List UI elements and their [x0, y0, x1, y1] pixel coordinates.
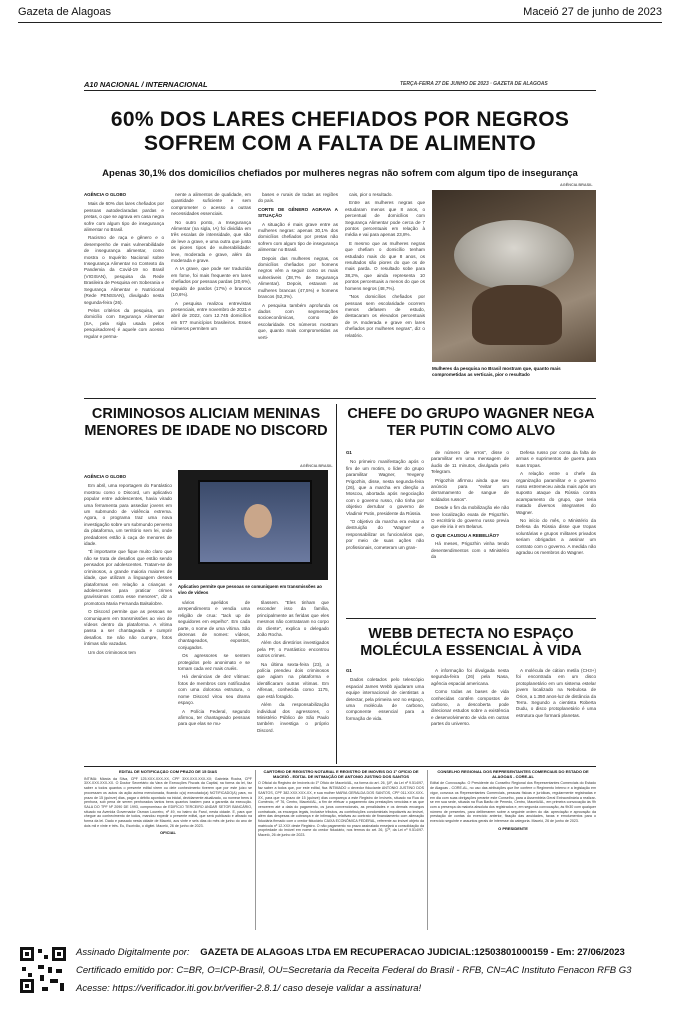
- story2-byline: AGÊNCIA O GLOBO: [84, 474, 127, 479]
- paragraph: Entre as mulheres negras que estudaram menos que 8 anos, o percentual de domicílios com Segurança Alimentar pode cerca de 7 pontos percentuais em relação à média e vai para apenas 23,8%.: [345, 200, 425, 238]
- paragraph: "Nos domicílios chefiados por pessoas sem escolaridade ocorrem menos defasem de estudo, destacaram os elevados percentuais de IA moderada e grave em lares chefiados por mulheres negras", diz o relatório.: [345, 294, 425, 338]
- paragraph: E mesmo que as mulheres negras que chefiam o domicílio tenham estudado mais do que 8 anos, os resultados são piores do que os de mais parda. O resultado sobe para 38,2%, que ainda representa 10 pontos percentuais a menos do que os homens negros (48,7%).: [345, 240, 425, 291]
- notice-text: Edital de Convocação. O Presidente do Conselho Regional dos Representantes Comerciais do Estado de Alagoas - CORE-AL, no uso das atribuições que lhe confere o Regimento Interno e a legislação em vigor, convoca os Representantes Comerciais, pessoas físicas e jurídicas, regularmente registradas e em dia com suas obrigações perante este Conselho, para a Assembleia Geral Extraordinária a realizar-se em sua sede, situada na Rua Barão de Penedo, Centro, Maceió/AL, em primeira convocação às 9h com a presença da maioria absoluta dos registrados e, em segunda convocação, às 9h30 com qualquer número de presentes, para deliberarem sobre a seguinte ordem do dia: apreciação e aprovação da prestação de contas do exercício anterior, fixação das anuidades, taxas e emolumentos para o exercício seguinte e assuntos gerais de interesse da categoria. Maceió, 26 de junho de 2023.: [430, 781, 596, 824]
- signature-label: Assinado Digitalmente por:: [76, 947, 190, 958]
- subheading: O QUE CAUSOU A REBELIÃO?: [431, 532, 500, 538]
- paragraph: No outro ponto, a Insegurança Alimentar (na sigla, IA) foi dividida em três escalas de intensidade, que são de leve a grave, e uma outra que junta os piores tipos de vulnerabilidade: leve, moderada e grave, além da moderada e grave.: [171, 219, 251, 264]
- main-col-2: [171, 192, 251, 335]
- story2-col-2: [178, 600, 250, 730]
- paragraph: Mais de 60% dos lares chefiados por pessoas autodeclaradas pardas e pretas, o que se agrava em casa negra sofre com algum tipo de insegurança alimentar no Brasil.: [84, 201, 164, 233]
- paragraph: Racismo de raça e gênero e o desempenho de mais vulnerabilidade de insegurança alimentar, como mostra o Inquérito Nacional sobre Insegurança Alimentar no Contexto da Pandemia da Covid-19 no Brasil (VIGISAN), pesquisa da Rede Brasileira de Pesquisa em Soberania e Segurança Alimentar e Nutricional (Rede PENSSAN), divulgado nesta segunda-feira (26).: [84, 235, 164, 305]
- main-headline: 60% DOS LARES CHEFIADOS POR NEGROS SOFREM COM A FALTA DE ALIMENTO: [110, 108, 570, 155]
- notice-title: CONSELHO REGIONAL DOS REPRESENTANTES COMERCIAIS DO ESTADO DE ALAGOAS - CORE-AL: [437, 770, 589, 779]
- story4-col-2: [431, 668, 509, 730]
- paragraph: A IA grave, que pode ser traduzida em fome, foi mais frequente em lares chefiados por pessoas pardas (20,6%), seguido de pardos (17%) e brancos (10,6%).: [171, 266, 251, 298]
- paragraph: Defesa russo por conta da falta de armas e suprimentos de guerra para suas tropas.: [516, 450, 596, 468]
- paragraph: Prigozhin afirmou ainda que seu anúncio para "evitar um derramamento de sangue de soldados russos".: [431, 477, 509, 502]
- story2-photo-caption: Aplicativo permite que pessoas se comuniquem em transmissões ao vivo de vídeos: [178, 584, 322, 595]
- story4-col-1: [346, 668, 424, 724]
- story3-col-1: [346, 450, 424, 553]
- paragraph: A relação entre o chefe da organização paramilitar e o governo russo estremeceu ainda mais após um suposto ataque da Rússia contra acampamento do grupo, que teria matado diversos integrantes do Wagner.: [516, 471, 596, 515]
- legal-notice-left: [84, 770, 256, 930]
- section-divider: [84, 90, 596, 91]
- paragraph: No primeiro manifestação após o fim de um motim, o líder do grupo paramilitar Wagner, Yevgeny Prigozhin, disse, nesta segunda-feira (26), que a marcha em direção a Moscou, abortada após negociação com o governo russo, não tinha por objetivo derrubar o governo de Vladimir Putin, presidente da Rússia.: [346, 459, 424, 516]
- main-col-1: [84, 192, 164, 342]
- main-col-4: [345, 192, 425, 341]
- paragraph: Há denúncias de dez vítimas: fotos de membros com notificadas com uma dolorosa estrutura, o nome Discord virou seu drama espaço.: [178, 674, 250, 706]
- paragraph: cais, pior o resultado.: [349, 192, 393, 197]
- main-subtitle: Apenas 30,1% dos domicílios chefiados por mulheres negras não sofrem com algum tipo de insegurança: [102, 168, 578, 179]
- paragraph: Além dos diretórios investigados pela PF, o Fantástico encontrou outros crimes.: [257, 640, 329, 659]
- story2-photo-credit: AGÊNCIA BRASIL: [300, 464, 333, 468]
- verify-link[interactable]: Acesse: https://verificador.iti.gov.br/verifier-2.8.1/ caso deseje validar a assinatura!: [76, 983, 422, 994]
- top-divider: [18, 22, 662, 23]
- legal-notice-right: [430, 770, 596, 930]
- paragraph: Além da responsabilização individual dos agressores, o Ministério Público de São Paulo também investiga o próprio Discord.: [257, 702, 329, 733]
- paragraph: "É importante que fique muito claro que não se trata de desafios que estão sendo pensados por adolescentes. Tratam-se de criminosos, a grande maioria maiores de idade, que utilizam a linguagem desses plataformas em relação a crianças e adolescentes para praticar crimes gravíssimos contra esse menores", diz a promotora Maria Fernanda Balsalobre.: [84, 549, 172, 606]
- story2-headline: CRIMINOSOS ALICIAM MENINAS MENORES DE IDADE NO DISCORD: [84, 406, 328, 439]
- section-label: A10 NACIONAL / INTERNACIONAL: [84, 80, 208, 89]
- paragraph: A molécula de cátion metila (CH3+) foi encontrada em um disco protoplanetário em um sistema estelar jovem localizado na Nebulosa de Órion, a 1.350 anos-luz de distância da Terra. Segundo a cientista Roberta Dudu, o disco protoplanetário é uma estrutura que formará planetas.: [516, 668, 596, 718]
- paragraph: Desde o fim da mobilização ele não teve localização exata de Prigozhin. O escritório do governo russo previa que ele iria ir em Belarus.: [431, 505, 509, 530]
- paragraph: Como todas as bases de vida conhecidas contêm compostos de carbono, a descoberta pode direcionar estudos sobre a existência e desenvolvimento de vida em outras partes do universo.: [431, 689, 509, 727]
- qr-code-icon[interactable]: [20, 947, 66, 993]
- paragraph: Na última sexta-feira (23), a polícia prendeu dois criminosos que agiam na plataforma e identificaram outras vítimas. Em Alfenas, conhecida como 1175, que está foragido.: [257, 661, 329, 699]
- main-photo: [432, 190, 596, 362]
- face-image: [244, 504, 272, 538]
- section-dateline: TERÇA-FEIRA 27 DE JUNHO DE 2023 · GAZETA DE ALAGOAS: [400, 81, 548, 87]
- paragraph: Pelos critérios da pesquisa, um domicílio com Segurança Alimentar (SA, pela sigla usada pelos pesquisadores) é aquele com acesso regular e perma-: [84, 307, 164, 339]
- bowl-image: [454, 220, 574, 290]
- legal-notice-middle: [258, 770, 428, 930]
- story2-photo: [178, 470, 328, 580]
- paper-name: Gazeta de Alagoas: [18, 6, 111, 18]
- paragraph: Depois das mulheres negras, os domicílios chefiados por homens negros vêm a seguir como os mais vulneráveis (38,7% de Segurança Alimentar). Depois, estavam as mulheres brancas (47,5%) e homens brancos (52,3%).: [258, 255, 338, 300]
- paragraph: O Discord permite que as pessoas se comuniquem em transmissões ao vivo de vídeos dentro da plataforma. A vítima passa a ser chantageada e cumprir desafios. Se não não cumpre, fotos íntimas são vazadas.: [84, 609, 172, 647]
- certificate-line: Certificado emitido por: C=BR, O=ICP-Brasil, OU=Secretaria da Receita Federal do Brasil - RFB, CN=AC Instituto Fenacon RFB G3: [76, 965, 632, 976]
- main-photo-credit: AGÊNCIA BRASIL: [560, 183, 593, 187]
- story3-headline: CHEFE DO GRUPO WAGNER NEGA TER PUTIN COMO ALVO: [347, 406, 595, 439]
- paragraph: de número de erros", disse o paramilitar em uma mensagem de áudio de 11 minutos, divulgada pelo Telegram.: [431, 450, 509, 475]
- main-photo-caption: Mulheres da pesquisa no Brasil mostram que, quanto mais comprometidas as verticais, pior o resultado: [432, 366, 561, 377]
- divider: [84, 766, 596, 767]
- story2-col-3: [257, 600, 329, 736]
- paragraph: Os agressores se sentem protegidos pelo anonimato e se tornam cada vez mais cruéis.: [178, 653, 250, 672]
- story3-col-3: [516, 450, 596, 559]
- main-byline: AGÊNCIA O GLOBO: [84, 192, 127, 197]
- paragraph: Um dos criminosos tem: [88, 649, 136, 655]
- story4-byline: G1: [346, 668, 352, 673]
- vertical-divider: [336, 404, 337, 764]
- paragraph: A situação é mais grave entre as mulheres negras: apenas 30,1% dos domicílios chefiados por pretas não sofrem com algum tipo de insegurança alimentar no Brasil.: [258, 221, 338, 253]
- divider: [84, 398, 596, 399]
- story4-col-3: [516, 668, 596, 721]
- paragraph: A informação foi divulgada nesta segunda-feira (26) pela Nasa, agência espacial americana.: [431, 668, 509, 686]
- story3-col-2: [431, 450, 509, 563]
- paragraph: A pesquisa também aprofunda os dados com segmentações socioeconômicas, como de escolaridade. Os números mostram que, quanto mais comprometidas as verti-: [258, 302, 338, 340]
- notice-title: CARTÓRIO DE REGISTRO NOTARIAL E REGISTRO DE IMÓVEIS DO 1º OFÍCIO DE MACEIÓ - EDITAL DE INTIMAÇÃO DE ANTONIO JUSTINO DOS SANTOS: [263, 770, 419, 779]
- main-col-3: [258, 192, 338, 343]
- paragraph: A Polícia Federal, segundo afirmou, ter chantageado pessoas para que elas se mu-: [178, 708, 250, 727]
- paragraph: Dados coletados pelo telescópio espacial James Webb ajudaram uma equipe internacional de cientistas a detectar, pela primeira vez no espaço, uma molécula de carbono, componente essencial para a formação de vida.: [346, 677, 424, 721]
- paragraph: Há meses, Prigozhin vinha tendo desentendimentos com o Ministério da: [431, 541, 509, 560]
- notice-signature: OFICIAL: [160, 830, 176, 836]
- paragraph: A pesquisa realizou entrevistas presenciais, entre novembro de 2021 e abril de 2022, com 12.745 domicílios em 577 municípios brasileiros. Esses números permitem um: [171, 300, 251, 332]
- screen-image: [198, 480, 312, 564]
- paper-date: Maceió 27 de junho de 2023: [523, 6, 662, 18]
- story3-byline: G1: [346, 450, 352, 455]
- story2-col-1: [84, 474, 172, 658]
- notice-text: INTIMA: Márcia da Silva, CPF 125.XXX.XXX-XX, CPF 3XX.XXX.XXX-XX; Gabriela Rocha, CPF 3XX.XXX.XXX-XX. O Doutor Secretário da Vara de Execuções Fiscais da Capital, na forma da lei, faz saber a todos quantos o presente edital virem ou dele conhecimento tiverem que por este juízo se processam os autos da ação acima mencionada, ficando o(a) executado(a) NOTIFICADO(A) para, no prazo de 15 (quinze) dias, pagar o débito apontado na inicial, devidamente atualizado, ou nomear bens à penhora, sob pena de serem penhorados tantos bens quantos bastem para a garantia da execução. SALA DO TPF Nº 2090 DE 1993, compromisso de EDIFÍCIO TERCEIRO ANDAR SETOR BANCÁRIO, situado na Avenida Governador Osman Loureiro, nº 49, no bairro do Farol, nesta cidade. E, para que chegue ao conhecimento de todos, mandou expedir o presente edital, que será publicado e afixado na forma da lei. Dado e passado nesta cidade de Maceió, aos vinte e seis dias do mês de junho do ano de dois mil e vinte e três. Eu, Escrivão, o digitei. Maceió, 26 de junho de 2023.: [84, 776, 252, 828]
- paragraph: vários apelidos de arrependimento e vendia uma religião de crua: "tack up de seguidores em espelho". Em cada parte, o nome de uma vítima. São dezenas de nomes: vídeos, chantageados, expostos, conjugados.: [178, 600, 250, 650]
- paragraph: "O objetivo da marcha era evitar a destruição do 'Wagner' e responsabilizar os funcionários que, por meio de suas ações não profissionais, cometeram um gran-: [346, 519, 424, 550]
- divider: [346, 618, 596, 619]
- paragraph: bases e rurais de todas as regiões do país.: [258, 192, 338, 204]
- story4-headline: WEBB DETECTA NO ESPAÇO MOLÉCULA ESSENCIAL À VIDA: [360, 626, 582, 659]
- subheading: CORTE DE GÊNERO AGRAVA A SITUAÇÃO: [258, 206, 338, 219]
- paragraph: Em abril, uma reportagem do Fantástico mostrou como o Discord, um aplicativo popular entre adolescentes, havia virado uma ferramenta para assediar jovens em um submundo de violência extrema. Agora, o programa traz uma nova investigação sobre um submundo perverso da plataforma, um território sem lei, onde predadores estão à caça de menores de idade.: [84, 483, 172, 547]
- notice-signature: O PRESIDENTE: [498, 825, 528, 831]
- notice-title: EDITAL DE NOTIFICAÇÃO COM PRAZO DE 15 DIAS: [118, 770, 218, 774]
- paragraph: nente a alimentos de qualidade, em quantidade suficiente e sem comprometer o acesso a outras necessidades essenciais.: [171, 192, 251, 217]
- signature-value: GAZETA DE ALAGOAS LTDA EM RECUPERACAO JUDICIAL:12503801000159 - Em: 27/06/2023: [200, 947, 625, 958]
- paragraph: tilassem. "Eles tinham que esconder isso da família, principalmente as feridas que eles mesmos não contrataram no corpo do cliente", explica o delegado João Rocha.: [257, 600, 329, 638]
- notice-text: O Oficial do Registro de Imóveis do 1º Ofício de Maceió/AL, na forma do art. 26, §4º, da Lei nº 9.514/97, faz saber a todos que, por este edital, fica INTIMADO o devedor fiduciante ANTONIO JUSTINO DOS SANTOS, CPF 382.XXX.XXX-XX, e sua mulher MARIA GERALDA DOS SANTOS, CPF 011.XXX.XXX-XX, para que no prazo de 15 (quinze) dias compareça a este Registro de Imóveis, situado na Rua do Comércio, nº 76, Centro, Maceió/AL, a fim de efetuar o pagamento das prestações vencidas e as que vencerem até a data do pagamento, os juros convencionais, as penalidades e os demais encargos contratuais, os encargos legais, inclusive tributos, as contribuições condominiais imputáveis ao imóvel, além das despesas de cobrança e de intimação, relativas ao contrato de financiamento com alienação fiduciária firmado com o credor fiduciário CAIXA ECONÔMICA FEDERAL, referente ao imóvel objeto da matrícula nº 12.XXX deste Registro. O não pagamento no prazo assinalado ensejará a consolidação da propriedade do imóvel em nome do credor fiduciário, nos termos do art. 26, §7º, da Lei nº 9.514/97. Maceió, 26 de junho de 2023.: [258, 781, 424, 838]
- hand-image: [472, 285, 562, 345]
- paragraph: No início do mês, o Ministério da Defesa da Rússia disse que tropas voluntárias e grupos militares privados seriam obrigados a assinar um contrato com o governo. A medida não agradou os membros do Wagner.: [516, 518, 596, 556]
- signature-line: [76, 947, 625, 958]
